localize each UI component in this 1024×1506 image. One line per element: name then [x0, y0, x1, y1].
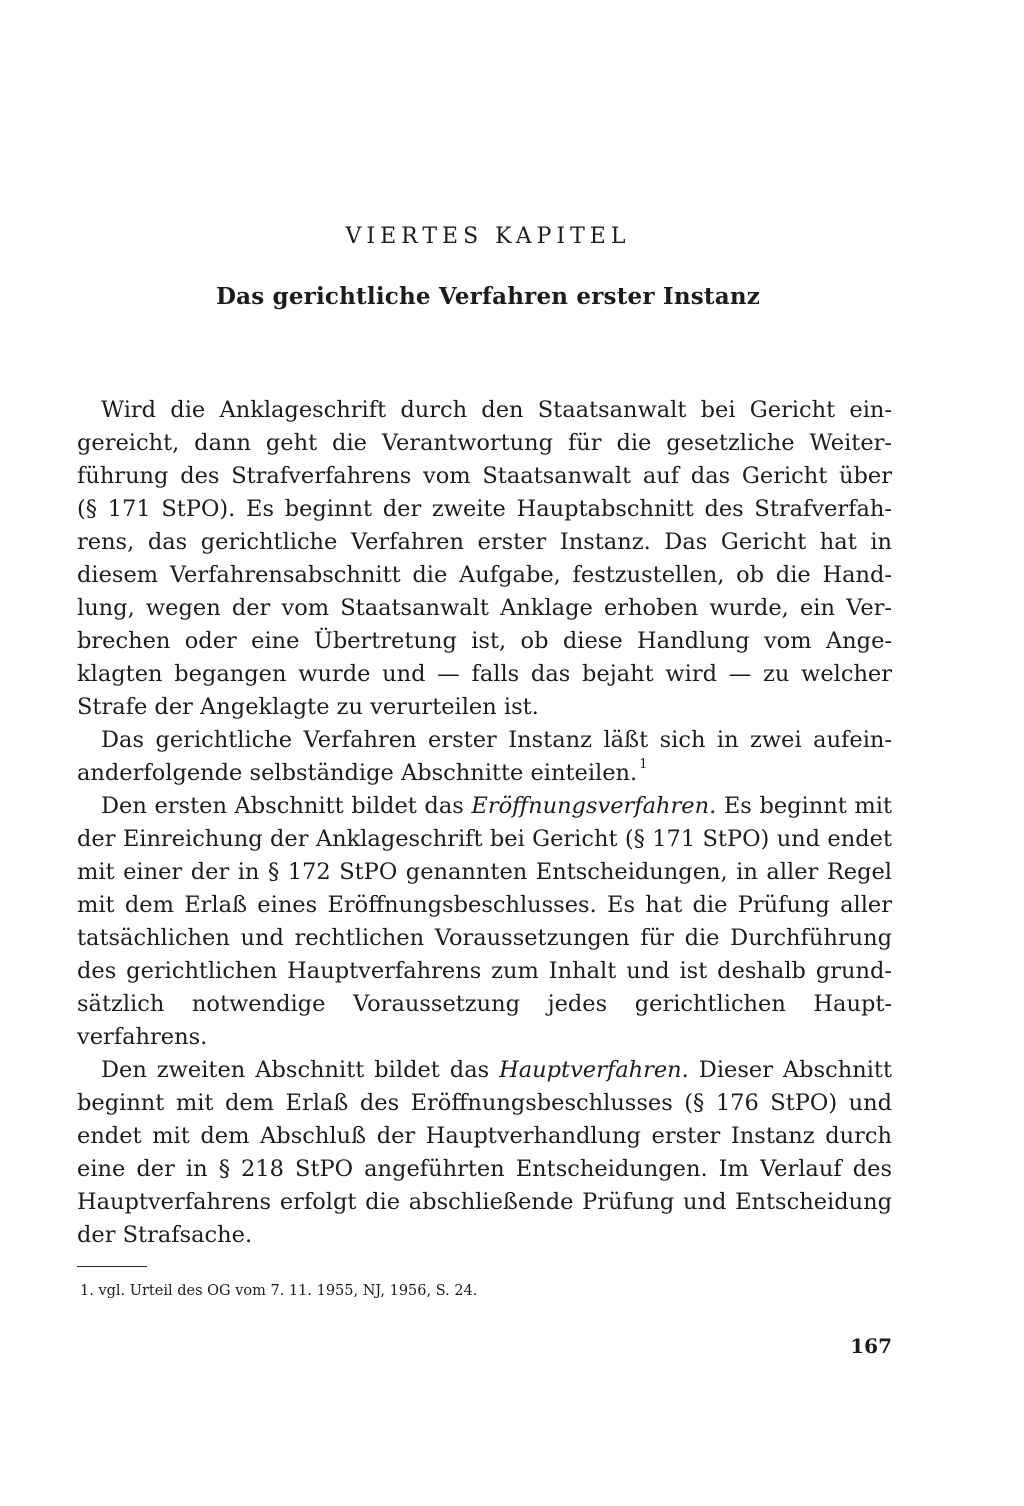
text-line-with-emphasis — [77, 790, 892, 823]
text-line-with-footnote — [77, 757, 892, 790]
text-segment: Es beginnt mit — [716, 793, 893, 819]
text-line: Hauptverfahrens erfolgt die abschließende Prüfung und Entscheidung — [77, 1189, 892, 1215]
text-segment: Den zweiten Abschnitt bildet das — [101, 1057, 500, 1083]
text-line: beginnt mit dem Erlaß des Eröffnungsbeschlusses (§ 176 StPO) und — [77, 1090, 892, 1116]
paragraph-2 — [77, 724, 892, 790]
text-line: gereicht, dann geht die Verantwortung für die gesetzliche Weiter- — [77, 430, 892, 456]
text-line-with-emphasis — [77, 1054, 892, 1087]
text-line: führung des Strafverfahrens vom Staatsanwalt auf das Gericht über — [77, 463, 892, 489]
paragraph-4 — [77, 1054, 892, 1252]
text-line: des gerichtlichen Hauptverfahrens zum Inhalt und ist deshalb grund- — [77, 958, 892, 984]
text-line: brechen oder eine Übertretung ist, ob diese Handlung vom Ange- — [77, 628, 892, 654]
footnote: 1. vgl. Urteil des OG vom 7. 11. 1955, NJ, 1956, S. 24. — [80, 1283, 478, 1299]
text-line: diesem Verfahrensabschnitt die Aufgabe, festzustellen, ob die Hand- — [77, 562, 892, 588]
page-number: 167 — [850, 1334, 892, 1358]
paragraph-3 — [77, 790, 892, 1054]
text-line: (§ 171 StPO). Es beginnt der zweite Hauptabschnitt des Strafverfah- — [77, 496, 892, 522]
text-segment: Den ersten Abschnitt bildet das — [101, 793, 472, 819]
text-line: Das gerichtliche Verfahren erster Instanz läßt sich in zwei aufein- — [101, 727, 892, 753]
chapter-label: VIERTES KAPITEL — [345, 224, 631, 249]
text-line: lung, wegen der vom Staatsanwalt Anklage erhoben wurde, ein Ver- — [77, 595, 892, 621]
text-line: Wird die Anklageschrift durch den Staatsanwalt bei Gericht ein- — [101, 397, 892, 423]
text-line: verfahrens. — [77, 1024, 208, 1050]
emphasized-term: Hauptverfahren. — [499, 1057, 689, 1083]
text-line: mit einer der in § 172 StPO genannten Entscheidungen, in aller Regel — [77, 859, 892, 885]
text-line: eine der in § 218 StPO angeführten Entscheidungen. Im Verlauf des — [77, 1156, 892, 1182]
text-line: rens, das gerichtliche Verfahren erster Instanz. Das Gericht hat in — [77, 529, 892, 555]
emphasized-term: Eröffnungsverfahren. — [471, 793, 717, 819]
chapter-title: Das gerichtliche Verfahren erster Instanz — [215, 283, 761, 310]
text-line: der Strafsache. — [77, 1222, 253, 1248]
footnote-reference: 1 — [639, 756, 648, 772]
text-line: Strafe der Angeklagte zu verurteilen ist. — [77, 694, 539, 720]
paragraph-1 — [77, 394, 892, 724]
text-line: tatsächlichen und rechtlichen Voraussetzungen für die Durchführung — [77, 925, 892, 951]
text-segment: anderfolgende selbständige Abschnitte einteilen. — [77, 760, 638, 786]
body-text — [77, 394, 892, 1252]
footnote-divider — [77, 1266, 147, 1267]
text-line: sätzlich notwendige Voraussetzung jedes gerichtlichen Haupt- — [77, 991, 892, 1017]
text-line: der Einreichung der Anklageschrift bei Gericht (§ 171 StPO) und endet — [77, 826, 892, 852]
text-line: endet mit dem Abschluß der Hauptverhandlung erster Instanz durch — [77, 1123, 892, 1149]
text-line: mit dem Erlaß eines Eröffnungsbeschlusses. Es hat die Prüfung aller — [77, 892, 892, 918]
text-line: klagten begangen wurde und — falls das bejaht wird — zu welcher — [77, 661, 892, 687]
text-segment: Dieser Abschnitt — [688, 1057, 892, 1083]
